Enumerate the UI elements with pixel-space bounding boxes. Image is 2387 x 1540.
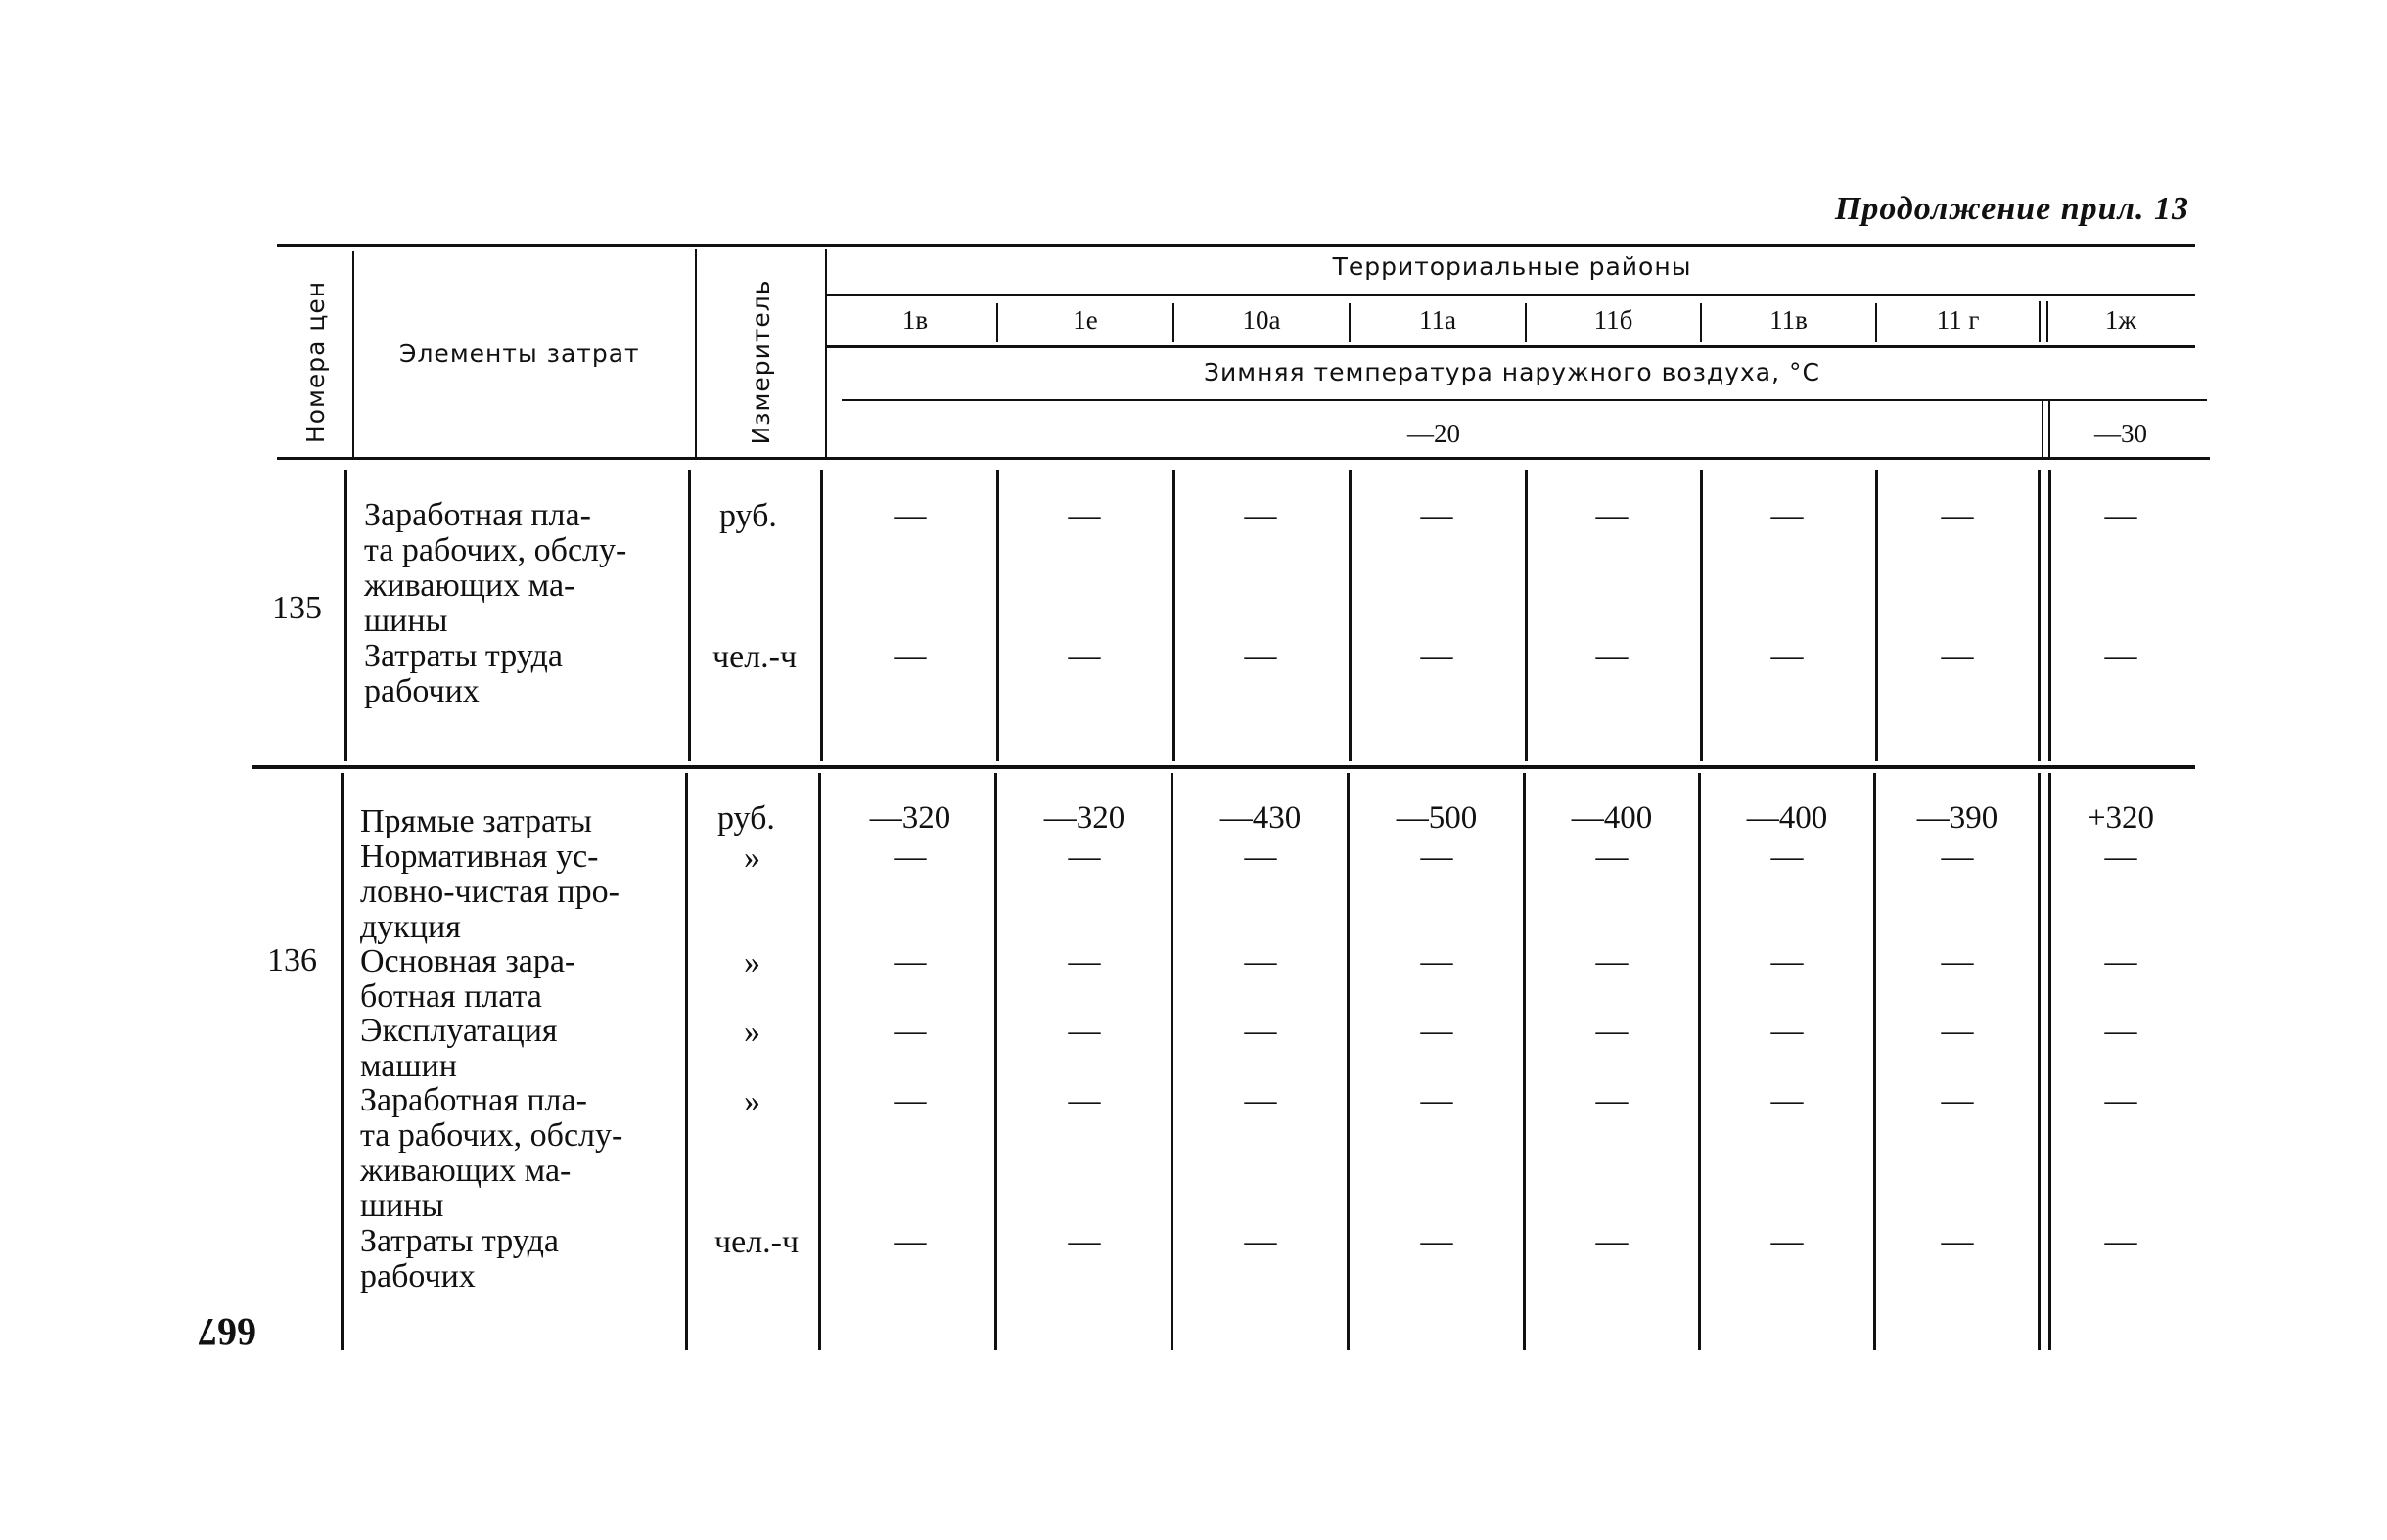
body-vline [996,470,999,761]
element-136-wages [360,1083,666,1224]
value-cell: — [1244,944,1277,979]
value-cell: — [1244,1083,1277,1118]
region-header-1v: 1в [901,305,929,335]
element-136-normative [360,839,666,945]
unit-135-labor: чел.-ч [712,639,798,675]
value-cell: — [1420,498,1453,533]
price-number-135: 135 [272,590,322,626]
value-cell: — [1244,839,1277,875]
unit-136-machines: » [744,1014,760,1050]
value-cell: +320 [2087,800,2155,836]
value-cell: — [1595,839,1629,875]
winter-temp-header: Зимняя температура наружного воздуха, °С [1204,358,1820,386]
value-cell: — [1420,1014,1453,1049]
unit-136-base-wages: » [744,944,760,980]
unit-136-normative: » [744,839,760,876]
value-cell: — [2104,839,2137,875]
header-bottom-rule [277,457,2210,460]
value-cell: — [2104,944,2137,979]
value-cell: — [894,498,927,533]
value-cell: — [894,944,927,979]
body-vline [994,773,997,1350]
value-cell: — [1068,498,1101,533]
body-vline [1172,470,1175,761]
body-vline [1873,773,1876,1350]
region-header-11b: 11б [1593,305,1633,335]
unit-136-wages: » [744,1083,760,1119]
unit-136-labor: чел.-ч [714,1224,800,1260]
value-cell: —320 [1043,800,1125,836]
body-vline [1525,470,1528,761]
body-vline [1698,773,1701,1350]
value-cell: — [1941,1083,1974,1118]
value-cell: — [2104,1083,2137,1118]
body-vline [818,773,821,1350]
value-cell: — [1244,498,1277,533]
value-cell: —400 [1571,800,1653,836]
value-cell: — [1068,1083,1101,1118]
value-cell: — [1595,639,1629,674]
body-vline [1523,773,1526,1350]
value-cell: — [894,1083,927,1118]
value-cell: — [1941,1014,1974,1049]
value-cell: — [1068,944,1101,979]
value-cell: — [1770,1014,1804,1049]
header-vline-2 [695,249,697,457]
value-cell: — [1595,1224,1629,1259]
value-cell: — [1941,839,1974,875]
value-cell: — [1595,498,1629,533]
value-cell: — [1420,944,1453,979]
territorial-regions-header: Территориальные районы [1332,252,1692,281]
value-cell: — [1420,839,1453,875]
value-cell: — [1420,1083,1453,1118]
value-cell: — [894,1224,927,1259]
value-cell: — [894,639,927,674]
body-vline [688,470,691,761]
region-header-1e: 1е [1073,305,1098,335]
body-vline [1700,470,1703,761]
value-cell: —400 [1746,800,1828,836]
element-text: Затраты труда рабочих [364,638,564,709]
value-cell: — [1595,1014,1629,1049]
value-cell: — [1770,1224,1804,1259]
table-top-rule [277,244,2195,247]
unit-136-direct: руб. [717,800,775,837]
value-cell: —390 [1916,800,1998,836]
region-header-10a: 10а [1242,305,1281,335]
element-135-labor [364,639,669,709]
element-text: Затраты труда рабочих [360,1223,560,1294]
body-vline [344,470,347,761]
region-header-11a: 11а [1419,305,1456,335]
region-header-1zh: 1ж [2104,305,2137,335]
element-text: Заработная пла- та рабочих, обслу- живающих ма- шины [360,1082,623,1224]
element-text: Заработная пла- та рабочих, обслу- живающих ма- шины [364,497,627,639]
value-cell: — [1595,944,1629,979]
element-135-wages [364,498,669,639]
element-136-base-wages [360,944,666,1015]
col-price-numbers-header: Номера цен [301,280,330,444]
value-cell: — [1770,944,1804,979]
value-cell: —500 [1396,800,1478,836]
body-vline [1875,470,1878,761]
continuation-caption: Продолжение прил. 13 [1834,191,2189,227]
region-names-rule [827,345,2195,348]
value-cell: —320 [869,800,951,836]
value-cell: — [1244,1224,1277,1259]
value-cell: — [1770,498,1804,533]
value-cell: — [2104,1014,2137,1049]
body-vline [1349,470,1352,761]
value-cell: — [1420,639,1453,674]
value-cell: — [894,839,927,875]
value-cell: — [1941,944,1974,979]
element-text: Нормативная ус- ловно-чистая про- дукция [360,838,620,945]
temp-label-rule [842,399,2207,401]
element-text: Эксплуатация машин [360,1013,558,1084]
temp-group-minus30: —30 [2094,419,2147,448]
value-cell: — [1420,1224,1453,1259]
value-cell: — [2104,1224,2137,1259]
element-136-direct [360,804,666,839]
value-cell: — [1770,639,1804,674]
element-text: Прямые затраты [360,803,592,839]
value-cell: — [2104,639,2137,674]
value-cell: — [1068,1224,1101,1259]
value-cell: — [894,1014,927,1049]
value-cell: —430 [1219,800,1302,836]
body-vline [341,773,344,1350]
body-vline [685,773,688,1350]
value-cell: — [1068,639,1101,674]
element-text: Основная зара- ботная плата [360,943,576,1015]
temp-group-minus20: —20 [1407,419,1460,448]
col-elements-header: Элементы затрат [399,340,640,368]
region-header-11g: 11 г [1936,305,1980,335]
unit-135-wages: руб. [719,498,777,534]
value-cell: — [1941,639,1974,674]
value-cell: — [1770,1083,1804,1118]
region-header-11v: 11в [1769,305,1808,335]
body-vline [1347,773,1350,1350]
value-cell: — [1068,839,1101,875]
value-cell: — [1770,839,1804,875]
value-cell: — [1068,1014,1101,1049]
value-cell: — [1595,1083,1629,1118]
section-divider-rule [252,765,2195,769]
value-cell: — [1244,1014,1277,1049]
col-unit-header: Измеритель [747,279,775,445]
page-number: 667 [198,1310,256,1354]
element-136-labor [360,1224,666,1294]
price-number-136: 136 [267,942,317,978]
element-136-machines [360,1014,666,1084]
value-cell: — [1244,639,1277,674]
body-vline [1171,773,1173,1350]
value-cell: — [1941,498,1974,533]
regions-rule [827,294,2195,296]
header-vline-1 [352,251,354,457]
value-cell: — [1941,1224,1974,1259]
value-cell: — [2104,498,2137,533]
body-vline [820,470,823,761]
